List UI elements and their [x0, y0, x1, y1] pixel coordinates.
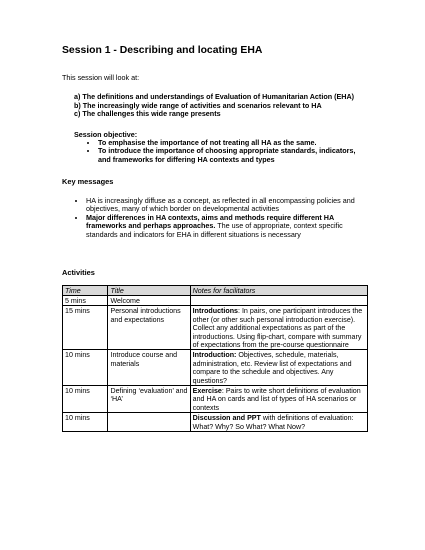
objective-item: • To introduce the importance of choosing appropriate standards, indicators, and frameworks for differing HA contexts and types: [98, 147, 367, 164]
key-messages-heading: Key messages: [62, 176, 114, 186]
header-notes: Notes for facilitators: [190, 285, 367, 295]
cell-title: Personal introductions and expectations: [108, 306, 190, 350]
table-row: [63, 386, 368, 413]
table-row: [63, 350, 368, 386]
cell-notes: [190, 306, 367, 350]
notes-bold: Introduction:: [192, 351, 237, 360]
cell-time: 10 mins: [63, 350, 108, 386]
notes-bold: Exercise: [192, 387, 222, 395]
cell-time: 15 mins: [63, 306, 108, 350]
notes-bold: Introductions: [192, 307, 238, 316]
document-page: [62, 44, 367, 432]
notes-bold: Discussion and PPT: [192, 414, 261, 423]
header-time: Time: [63, 285, 108, 295]
header-title: Title: [108, 285, 190, 295]
key-message-text: HA is increasingly diffuse as a concept, as reflected in all encompassing policies and objectives, many of which border on developmental activities: [86, 195, 355, 214]
objective-item: • To emphasise the importance of not treating all HA as the same.: [98, 139, 367, 148]
table-row: [63, 295, 368, 305]
key-message-text: The use of appropriate, context specific standards and indicators for EHA in different situations is necessary: [86, 221, 343, 239]
activities-table: [62, 285, 368, 433]
cell-title: Welcome: [108, 295, 190, 305]
notes-text: : In pairs, one participant introduces the other (or other such personal introduction exercise). Collect any additional expectations as part of the introductions. Using flip-chart, compare with summary of expectations from the pre-course questionnaire: [192, 307, 363, 349]
cell-title: Introduce course and materials: [108, 350, 190, 386]
cell-notes: [190, 413, 367, 432]
table-header-row: [63, 285, 368, 295]
cell-time: 5 mins: [63, 295, 108, 305]
cell-title: [108, 413, 190, 432]
table-row: [63, 306, 368, 350]
notes-text: with definitions of evaluation: What? Why? So What? What Now?: [192, 414, 354, 431]
cell-notes: [190, 295, 367, 305]
table-row: [63, 413, 368, 432]
objectives-list: [62, 139, 367, 165]
key-messages-list: [62, 197, 367, 240]
notes-text: Objectives, schedule, materials, administration, etc. Review list of expectations and compare to the schedule and objectives. Any questions?: [192, 351, 352, 385]
session-outline: [74, 93, 367, 119]
outline-item: b) The increasingly wide range of activities and scenarios relevant to HA: [74, 100, 322, 110]
key-message-item: [86, 214, 367, 240]
objective-heading: Session objective:: [74, 129, 138, 139]
cell-notes: [190, 386, 367, 413]
cell-notes: [190, 350, 367, 386]
cell-time: 10 mins: [63, 413, 108, 432]
activities-heading: Activities: [62, 267, 95, 277]
cell-time: 10 mins: [63, 386, 108, 413]
notes-text: : Pairs to write short definitions of evaluation and HA on cards and list of types of HA scenarios or contexts: [192, 387, 361, 412]
key-message-bold: Major differences in HA contexts, aims and methods require different HA frameworks and perhaps approaches.: [86, 212, 334, 231]
intro-text: This session will look at:: [62, 73, 140, 82]
outline-item: c) The challenges this wide range presents: [74, 109, 221, 119]
key-message-item: [86, 197, 367, 214]
session-title: Session 1 - Describing and locating EHA: [62, 45, 263, 56]
cell-title: Defining ‘evaluation’ and ‘HA’: [108, 386, 190, 413]
outline-item: a) The definitions and understandings of Evaluation of Humanitarian Action (EHA): [74, 92, 355, 101]
